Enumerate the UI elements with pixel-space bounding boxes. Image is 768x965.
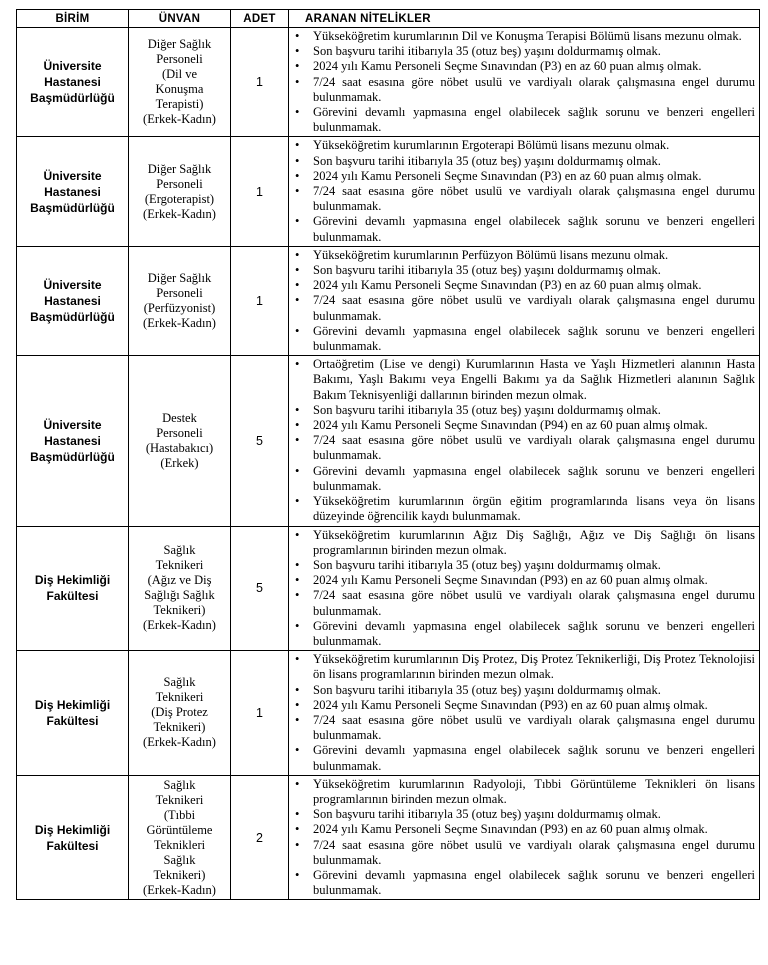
bullet-icon: • (295, 74, 300, 89)
unvan-line: (Ergoterapist) (144, 191, 215, 206)
requirement-text: Son başvuru tarihi itibarıyla 35 (otuz beş) yaşını doldurmamış olmak. (313, 807, 661, 822)
unvan-line: Personeli (156, 425, 203, 440)
unvan-line: Diğer Sağlık (147, 161, 212, 176)
unvan-line: Diğer Sağlık (147, 37, 212, 52)
requirement-text: 7/24 saat esasına göre nöbet usulü ve vardiyalı olarak çalışmasına engel durumu bulunmamak. (313, 712, 755, 743)
unvan-line: Teknikeri (155, 792, 204, 807)
requirement-item (293, 619, 755, 649)
requirement-text: Son başvuru tarihi itibarıyla 35 (otuz beş) yaşını doldurmamış olmak. (313, 153, 661, 168)
birim-line: Fakültesi (46, 589, 99, 604)
requirement-item (293, 169, 755, 184)
adet-cell: 1 (231, 28, 289, 137)
unvan-cell (129, 775, 231, 900)
bullet-icon: • (295, 44, 300, 59)
birim-cell (17, 526, 129, 651)
requirement-item (293, 248, 755, 263)
requirement-item (293, 293, 755, 323)
unvan-line: Personeli (156, 176, 203, 191)
unvan-line: (Erkek-Kadın) (143, 206, 216, 221)
unvan-line: (Erkek-Kadın) (143, 882, 216, 897)
bullet-icon: • (295, 357, 300, 372)
requirement-text: Yükseköğretim kurumlarının Perfüzyon Bölümü lisans mezunu olmak. (313, 247, 669, 262)
requirement-text: Yükseköğretim kurumlarının Dil ve Konuşma Terapisi Bölümü lisans mezunu olmak. (313, 29, 742, 43)
unvan-line: Teknikeri) (153, 720, 206, 735)
requirement-item (293, 214, 755, 244)
table-body (17, 28, 760, 900)
requirement-item (293, 59, 755, 74)
requirement-item (293, 807, 755, 822)
requirement-item (293, 29, 755, 44)
requirement-text: 2024 yılı Kamu Personeli Seçme Sınavından (P3) en az 60 puan almış olmak. (313, 278, 702, 293)
birim-line: Fakültesi (46, 838, 99, 853)
nitelikler-cell (289, 651, 760, 776)
unvan-cell (129, 246, 231, 355)
birim-line: Hastanesi (44, 75, 101, 90)
header-birim: BİRİM (17, 10, 129, 28)
requirement-text: 7/24 saat esasına göre nöbet usulü ve vardiyalı olarak çalışmasına engel durumu bulunmamak. (313, 588, 755, 618)
unvan-line: (Ağız ve Diş (147, 573, 212, 588)
birim-cell (17, 28, 129, 137)
requirement-item (293, 777, 755, 807)
unvan-line: Destek (162, 410, 197, 425)
unvan-line: Sağlık (163, 777, 196, 792)
bullet-icon: • (295, 433, 300, 448)
requirement-text: Son başvuru tarihi itibarıyla 35 (otuz beş) yaşını doldurmamış olmak. (313, 557, 661, 572)
requirement-item (293, 403, 755, 418)
requirement-item (293, 743, 755, 773)
requirement-text: 7/24 saat esasına göre nöbet usulü ve vardiyalı olarak çalışmasına engel durumu bulunmamak. (313, 184, 755, 214)
bullet-icon: • (295, 247, 300, 262)
unvan-line: Terapisti) (155, 97, 204, 112)
requirement-text: Görevini devamlı yapmasına engel olabilecek sağlık sorunu ve benzeri engelleri bulunmamak. (313, 214, 755, 244)
requirement-text: Yükseköğretim kurumlarının Ergoterapi Bölümü lisans mezunu olmak. (313, 138, 670, 153)
requirement-item (293, 838, 755, 868)
positions-table (16, 9, 760, 900)
unvan-cell (129, 651, 231, 776)
bullet-icon: • (295, 682, 300, 697)
birim-line: Üniversite (43, 417, 102, 432)
requirements-list (293, 138, 755, 244)
nitelikler-cell (289, 526, 760, 651)
bullet-icon: • (295, 323, 300, 338)
requirement-item (293, 263, 755, 278)
unvan-line: Personeli (156, 286, 203, 301)
table-row (17, 137, 760, 246)
birim-line: Başmüdürlüğü (30, 310, 115, 325)
header-adet: ADET (231, 10, 289, 28)
requirement-item (293, 573, 755, 588)
unvan-line: (Erkek-Kadın) (143, 618, 216, 633)
nitelikler-cell (289, 775, 760, 900)
bullet-icon: • (295, 776, 300, 791)
requirement-item (293, 558, 755, 573)
requirement-item (293, 528, 755, 558)
bullet-icon: • (295, 214, 300, 229)
header-nitelikler: ARANAN NİTELİKLER (289, 10, 760, 28)
bullet-icon: • (295, 184, 300, 199)
bullet-icon: • (295, 712, 300, 727)
requirement-text: 7/24 saat esasına göre nöbet usulü ve vardiyalı olarak çalışmasına engel durumu bulunmamak. (313, 433, 755, 463)
adet-cell: 1 (231, 137, 289, 246)
requirement-item (293, 713, 755, 743)
bullet-icon: • (295, 557, 300, 572)
requirement-item (293, 75, 755, 105)
requirement-item (293, 698, 755, 713)
birim-line: Hastanesi (44, 184, 101, 199)
unvan-line: Teknikeri (155, 690, 204, 705)
bullet-icon: • (295, 743, 300, 758)
bullet-icon: • (295, 822, 300, 837)
unvan-line: (Hastabakıcı) (145, 440, 214, 455)
requirement-text: Görevini devamlı yapmasına engel olabilecek sağlık sorunu ve benzeri engelleri bulunmamak. (313, 323, 755, 354)
unvan-line: (Perfüzyonist) (143, 301, 216, 316)
requirement-text: Görevini devamlı yapmasına engel olabilecek sağlık sorunu ve benzeri engelleri bulunmamak. (313, 618, 755, 648)
nitelikler-cell (289, 246, 760, 355)
requirement-item (293, 683, 755, 698)
bullet-icon: • (295, 697, 300, 712)
birim-line: Üniversite (43, 278, 102, 293)
bullet-icon: • (295, 402, 300, 417)
unvan-line: Görüntüleme (146, 822, 213, 837)
requirements-list (293, 29, 755, 135)
requirement-text: Görevini devamlı yapmasına engel olabilecek sağlık sorunu ve benzeri engelleri bulunmamak. (313, 867, 755, 898)
nitelikler-cell (289, 137, 760, 246)
requirement-text: 2024 yılı Kamu Personeli Seçme Sınavından (P93) en az 60 puan almış olmak. (313, 573, 708, 588)
requirement-text: 2024 yılı Kamu Personeli Seçme Sınavından (P93) en az 60 puan almış olmak. (313, 822, 708, 837)
requirement-text: Son başvuru tarihi itibarıyla 35 (otuz beş) yaşını doldurmamış olmak. (313, 263, 661, 278)
requirement-text: 7/24 saat esasına göre nöbet usulü ve vardiyalı olarak çalışmasına engel durumu bulunmamak. (313, 837, 755, 867)
requirement-text: Ortaöğretim (Lise ve dengi) Kurumlarının Hasta ve Yaşlı Hizmetleri alanının Hasta Bakımı, Yaşlı Bakımı veya Engelli Bakımı ya da Sağlık Hizmetleri alanının Sağlık Bakım Teknisyenliği dallarının birinden mezun olmak. (313, 357, 755, 402)
requirement-text: 2024 yılı Kamu Personeli Seçme Sınavından (P3) en az 60 puan almış olmak. (313, 168, 702, 183)
requirements-list (293, 652, 755, 774)
birim-cell (17, 651, 129, 776)
unvan-line: (Dil ve (161, 67, 198, 82)
unvan-cell (129, 526, 231, 651)
requirement-text: Yükseköğretim kurumlarının Ağız Diş Sağlığı, Ağız ve Diş Sağlığı ön lisans programlarının birinden mezun olmak. (313, 527, 755, 557)
requirement-item (293, 154, 755, 169)
requirement-text: Görevini devamlı yapmasına engel olabilecek sağlık sorunu ve benzeri engelleri bulunmamak. (313, 743, 755, 773)
bullet-icon: • (295, 278, 300, 293)
bullet-icon: • (295, 573, 300, 588)
bullet-icon: • (295, 527, 300, 542)
unvan-line: (Tıbbi (163, 807, 196, 822)
bullet-icon: • (295, 652, 300, 667)
requirement-text: Görevini devamlı yapmasına engel olabilecek sağlık sorunu ve benzeri engelleri bulunmamak. (313, 463, 755, 493)
requirement-item (293, 822, 755, 837)
birim-line: Fakültesi (46, 713, 99, 728)
birim-line: Başmüdürlüğü (30, 449, 115, 464)
unvan-line: Diğer Sağlık (147, 271, 212, 286)
birim-cell (17, 246, 129, 355)
bullet-icon: • (295, 29, 300, 43)
nitelikler-cell (289, 28, 760, 137)
table-row (17, 526, 760, 651)
requirements-list (293, 528, 755, 650)
requirement-item (293, 324, 755, 354)
adet-cell: 1 (231, 246, 289, 355)
unvan-line: Sağlığı Sağlık (144, 588, 215, 603)
header-unvan: ÜNVAN (129, 10, 231, 28)
requirement-text: Yükseköğretim kurumlarının Diş Protez, Diş Protez Teknikerliği, Diş Protez Teknolojisi ön lisans programlarının birinden mezun olmak. (313, 652, 755, 682)
unvan-cell (129, 137, 231, 246)
unvan-line: (Erkek-Kadın) (143, 112, 216, 127)
table-row (17, 356, 760, 526)
requirement-item (293, 44, 755, 59)
bullet-icon: • (295, 263, 300, 278)
adet-cell: 5 (231, 526, 289, 651)
bullet-icon: • (295, 138, 300, 153)
requirement-text: 7/24 saat esasına göre nöbet usulü ve vardiyalı olarak çalışmasına engel durumu bulunmamak. (313, 293, 755, 323)
bullet-icon: • (295, 837, 300, 852)
birim-line: Üniversite (43, 59, 102, 74)
unvan-line: Personeli (156, 52, 203, 67)
requirement-text: Son başvuru tarihi itibarıyla 35 (otuz beş) yaşını doldurmamış olmak. (313, 44, 661, 59)
adet-cell: 5 (231, 356, 289, 526)
requirement-item (293, 588, 755, 618)
bullet-icon: • (295, 418, 300, 433)
unvan-line: Teknikleri (153, 837, 206, 852)
bullet-icon: • (295, 588, 300, 603)
bullet-icon: • (295, 463, 300, 478)
requirement-text: Yükseköğretim kurumlarının örgün eğitim programlarında lisans veya ön lisans düzeyinde öğrencilik kaydı bulunmamak. (313, 494, 755, 524)
unvan-line: Sağlık (163, 543, 196, 558)
requirement-item (293, 138, 755, 153)
unvan-cell (129, 356, 231, 526)
unvan-line: (Erkek-Kadın) (143, 735, 216, 750)
requirement-item (293, 494, 755, 524)
bullet-icon: • (295, 105, 300, 120)
requirement-item (293, 868, 755, 898)
bullet-icon: • (295, 59, 300, 74)
birim-cell (17, 356, 129, 526)
adet-cell: 2 (231, 775, 289, 900)
birim-line: Hastanesi (44, 433, 101, 448)
bullet-icon: • (295, 293, 300, 308)
birim-line: Başmüdürlüğü (30, 91, 115, 106)
birim-line: Diş Hekimliği (34, 573, 111, 588)
requirements-list (293, 357, 755, 524)
requirement-item (293, 357, 755, 403)
requirement-text: 2024 yılı Kamu Personeli Seçme Sınavından (P94) en az 60 puan almış olmak. (313, 418, 708, 433)
birim-line: Diş Hekimliği (34, 697, 111, 712)
requirement-text: Son başvuru tarihi itibarıyla 35 (otuz beş) yaşını doldurmamış olmak. (313, 682, 661, 697)
unvan-line: Sağlık (163, 675, 196, 690)
requirement-item (293, 278, 755, 293)
bullet-icon: • (295, 867, 300, 882)
birim-line: Üniversite (43, 168, 102, 183)
birim-line: Diş Hekimliği (34, 822, 111, 837)
unvan-line: (Diş Protez (151, 705, 208, 720)
unvan-line: Teknikeri) (153, 603, 206, 618)
birim-cell (17, 775, 129, 900)
requirement-item (293, 652, 755, 682)
requirements-list (293, 248, 755, 354)
birim-line: Hastanesi (44, 294, 101, 309)
birim-cell (17, 137, 129, 246)
requirements-list (293, 777, 755, 899)
unvan-cell (129, 28, 231, 137)
bullet-icon: • (295, 807, 300, 822)
unvan-line: Sağlık (163, 852, 196, 867)
requirement-item (293, 105, 755, 135)
requirement-text: Yükseköğretim kurumlarının Radyoloji, Tıbbi Görüntüleme Teknikleri ön lisans programlarının birinden mezun olmak. (313, 776, 755, 806)
requirement-text: Görevini devamlı yapmasına engel olabilecek sağlık sorunu ve benzeri engelleri bulunmamak. (313, 105, 755, 135)
adet-cell: 1 (231, 651, 289, 776)
requirement-text: 7/24 saat esasına göre nöbet usulü ve vardiyalı olarak çalışmasına engel durumu bulunmamak. (313, 74, 755, 104)
birim-line: Başmüdürlüğü (30, 200, 115, 215)
table-row (17, 775, 760, 900)
unvan-line: Teknikeri (155, 558, 204, 573)
table-row (17, 651, 760, 776)
requirement-item (293, 184, 755, 214)
requirement-text: 2024 yılı Kamu Personeli Seçme Sınavından (P93) en az 60 puan almış olmak. (313, 697, 708, 712)
table-row (17, 28, 760, 137)
table-row (17, 246, 760, 355)
bullet-icon: • (295, 494, 300, 509)
requirement-text: 2024 yılı Kamu Personeli Seçme Sınavından (P3) en az 60 puan almış olmak. (313, 59, 702, 74)
nitelikler-cell (289, 356, 760, 526)
requirement-text: Son başvuru tarihi itibarıyla 35 (otuz beş) yaşını doldurmamış olmak. (313, 402, 661, 417)
bullet-icon: • (295, 618, 300, 633)
bullet-icon: • (295, 153, 300, 168)
unvan-line: Konuşma (155, 82, 204, 97)
header-row (17, 10, 760, 28)
requirement-item (293, 464, 755, 494)
bullet-icon: • (295, 168, 300, 183)
unvan-line: (Erkek-Kadın) (143, 316, 216, 331)
requirement-item (293, 418, 755, 433)
unvan-line: (Erkek) (160, 455, 199, 470)
unvan-line: Teknikeri) (153, 867, 206, 882)
requirement-item (293, 433, 755, 463)
